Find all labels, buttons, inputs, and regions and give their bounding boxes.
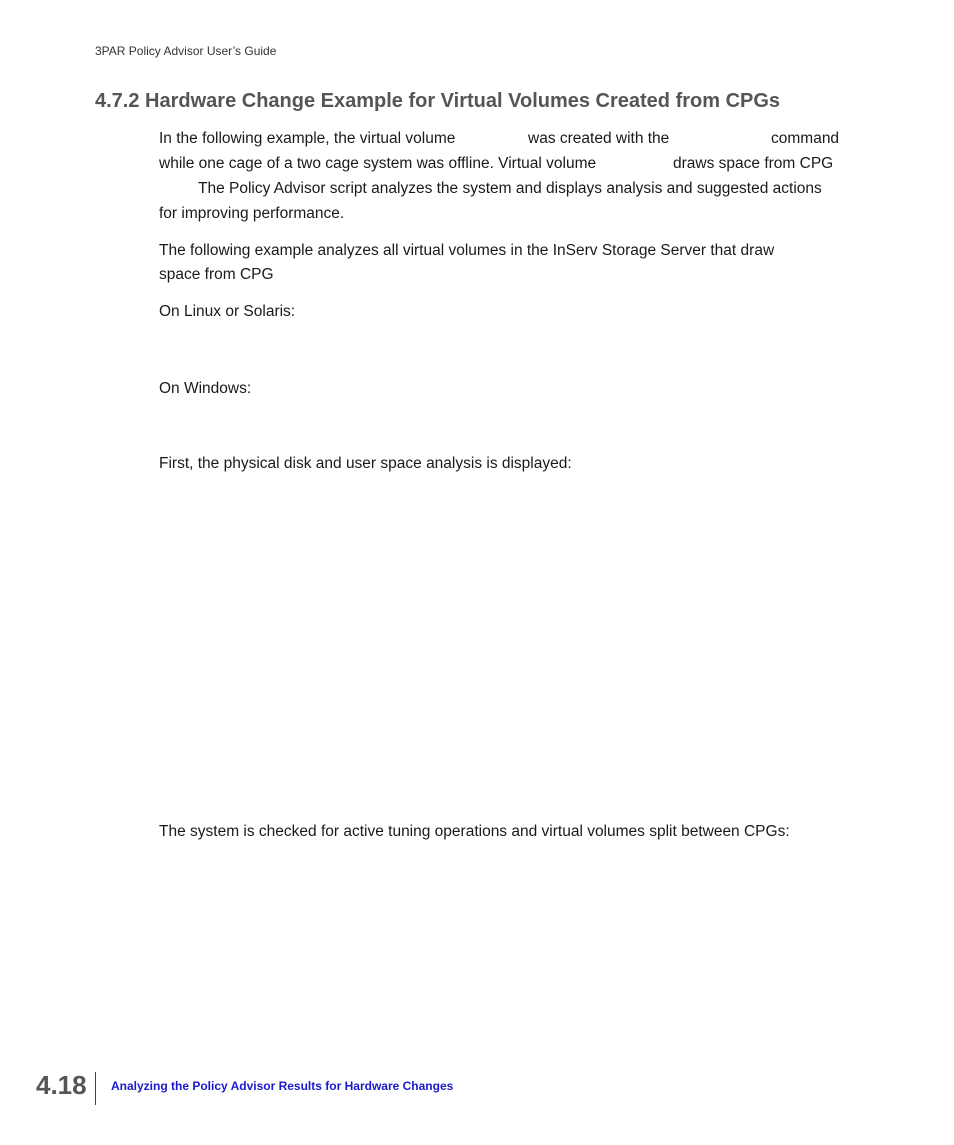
text-line: The following example analyzes all virtual volumes in the InServ Storage Server that draw xyxy=(159,242,775,259)
linux-solaris-label: On Linux or Solaris: xyxy=(159,303,296,320)
running-header: 3PAR Policy Advisor User’s Guide xyxy=(95,44,277,58)
windows-label: On Windows: xyxy=(159,380,252,397)
text-line: The Policy Advisor script analyzes the system and displays analysis and suggested actions xyxy=(198,180,822,197)
footer-divider xyxy=(95,1072,96,1105)
text-line: space from CPG xyxy=(159,266,274,283)
text-line: while one cage of a two cage system was offline. Virtual volume xyxy=(159,155,597,172)
text-line: was created with the xyxy=(528,130,670,147)
page-number: 4.18 xyxy=(36,1070,87,1100)
text-line: In the following example, the virtual volume xyxy=(159,130,456,147)
text-line: draws space from CPG xyxy=(673,155,834,172)
section-heading: 4.7.2 Hardware Change Example for Virtual Volumes Created from CPGs xyxy=(95,90,781,112)
tuning-check-intro: The system is checked for active tuning operations and virtual volumes split between CPGs: xyxy=(159,823,790,840)
disk-analysis-intro: First, the physical disk and user space analysis is displayed: xyxy=(159,455,572,472)
text-line: for improving performance. xyxy=(159,205,345,222)
footer-chapter-title: Analyzing the Policy Advisor Results for Hardware Changes xyxy=(111,1079,454,1093)
text-line: command xyxy=(771,130,840,147)
